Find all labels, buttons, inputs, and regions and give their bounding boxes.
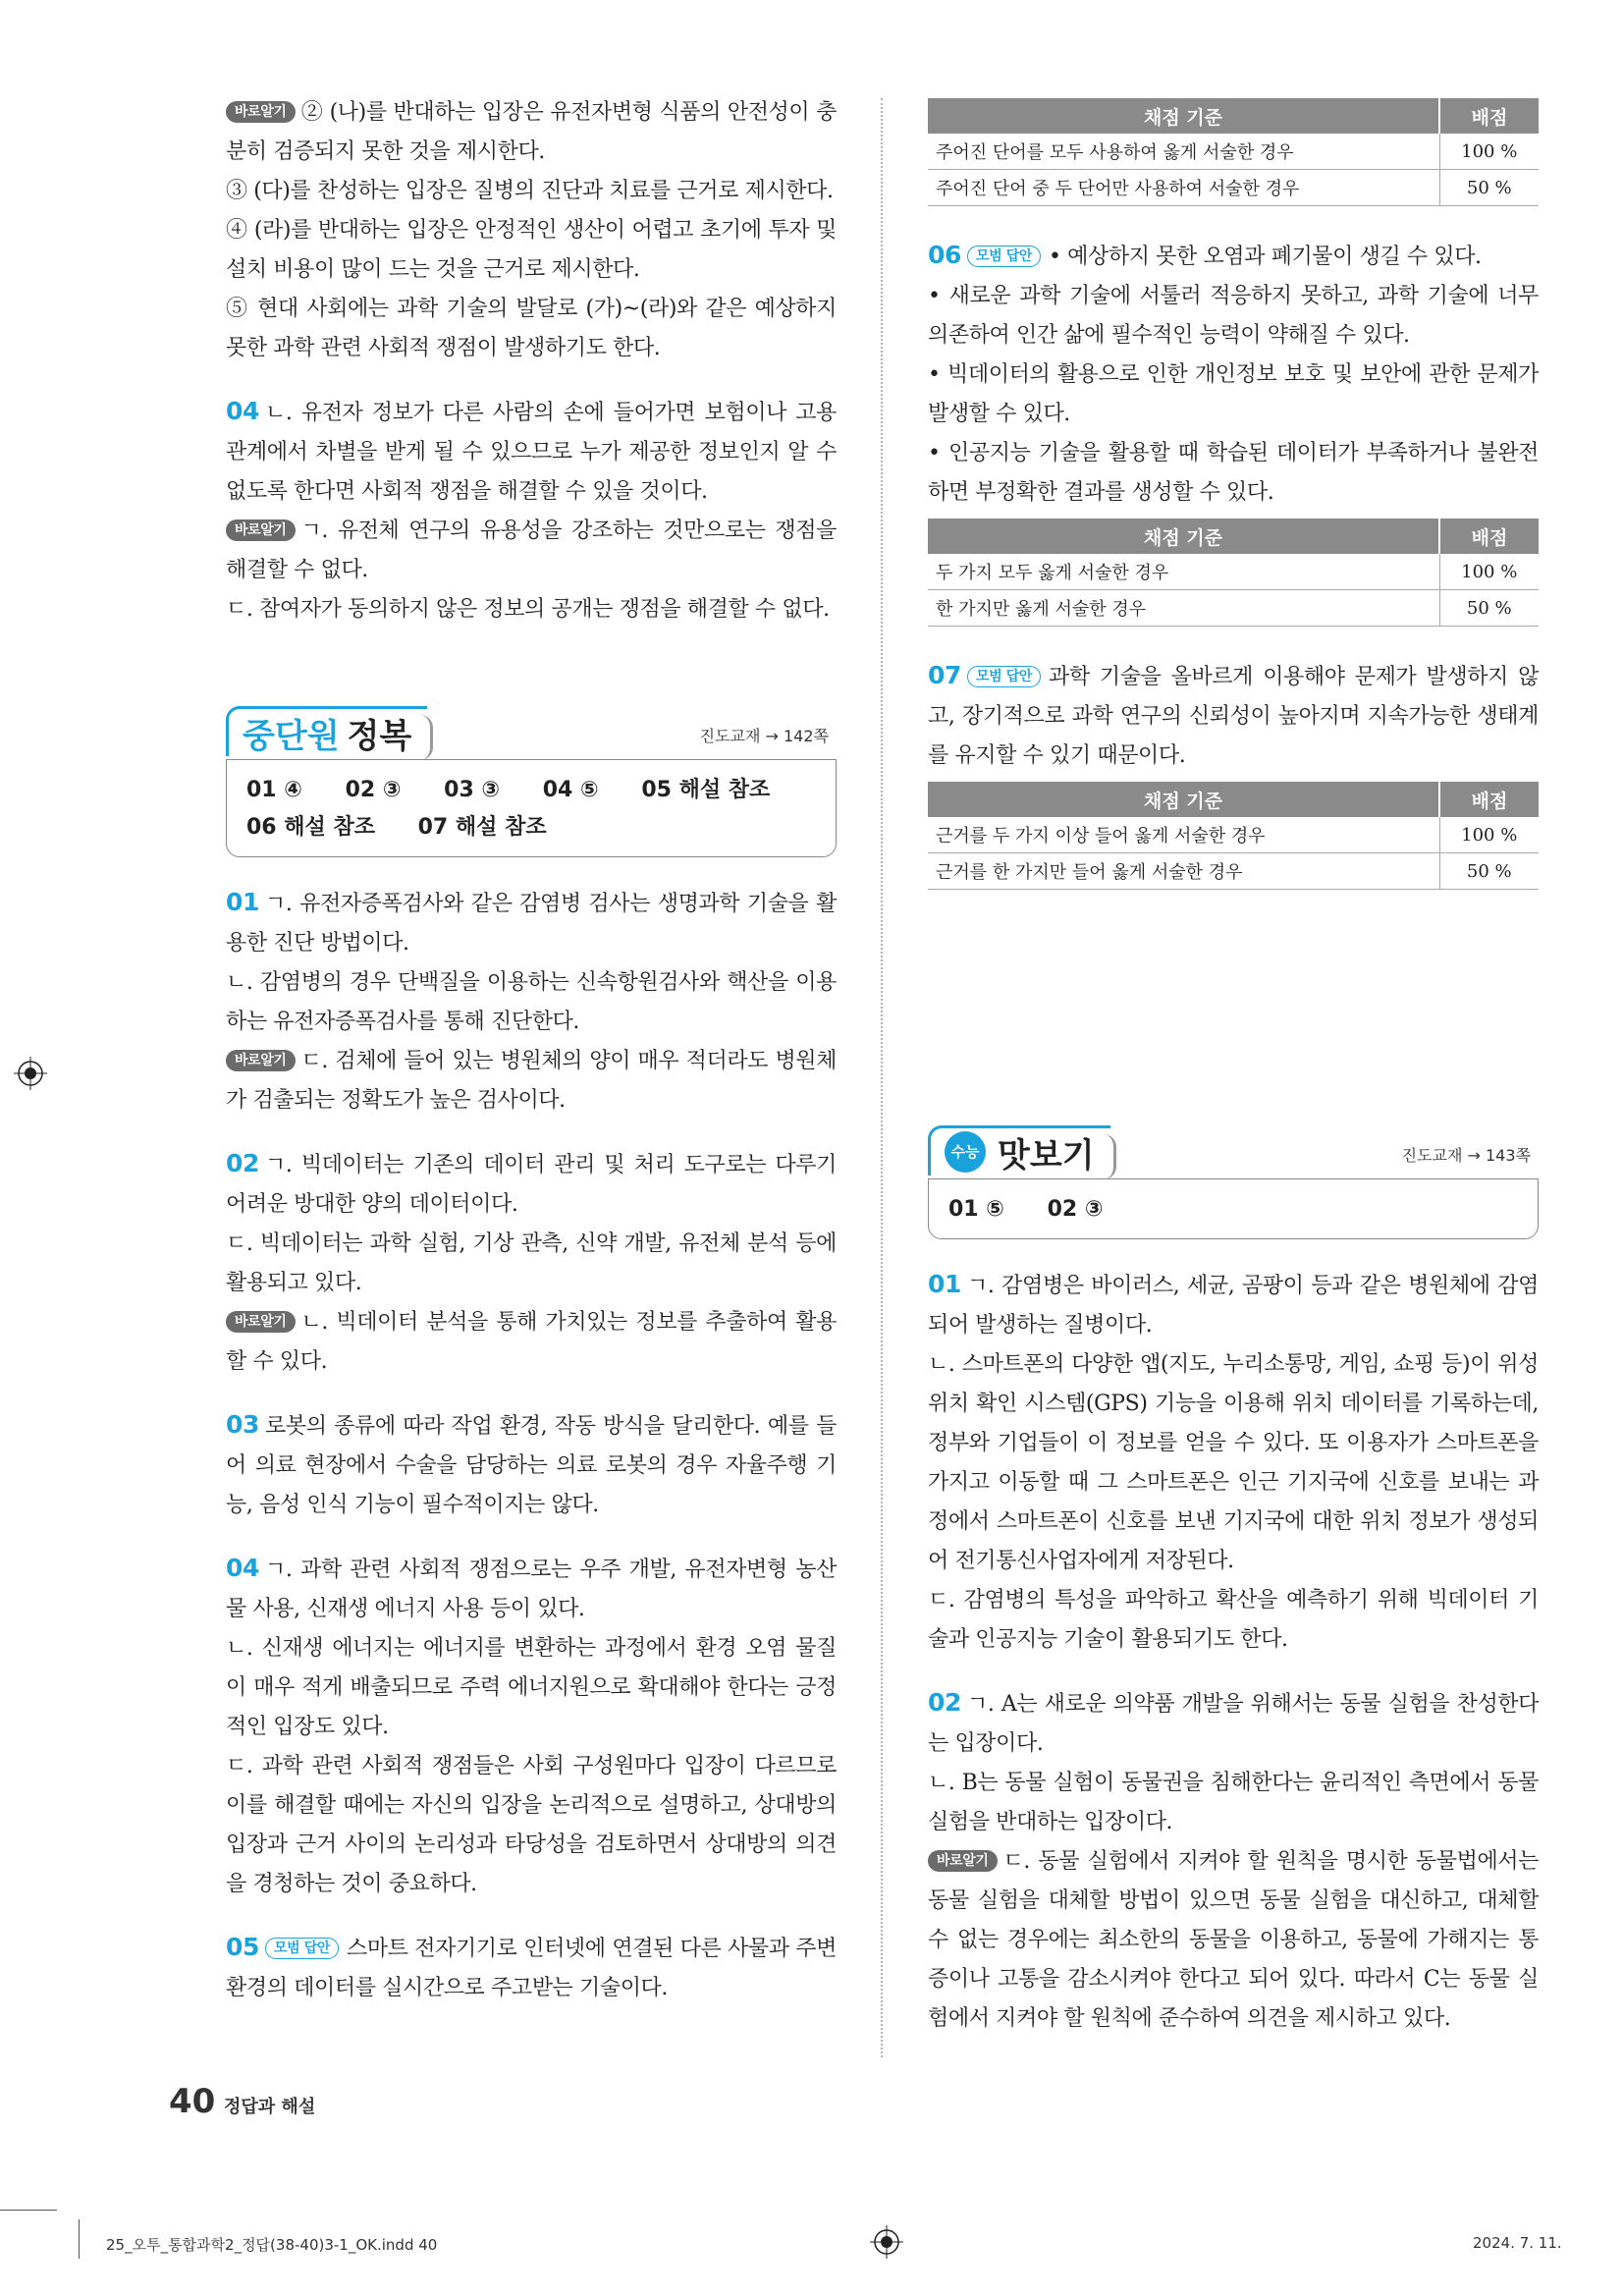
block-intro	[226, 93, 837, 368]
paragraph: 03 로봇의 종류에 따라 작업 환경, 작동 방식을 달리한다. 예를 들어 의료 현장에서 수술을 담당하는 의료 로봇의 경우 자율주행 기능, 음성 인식 기능이 필수적이지는 않다.	[226, 1410, 837, 1517]
correction-badge: 바로알기	[928, 1850, 998, 1872]
print-slug-date: 2024. 7. 11.	[1473, 2234, 1562, 2252]
question-number: 06	[928, 241, 961, 269]
question-number: 03	[226, 1410, 259, 1439]
answer-item: 04 ⑤	[542, 778, 599, 802]
table-cell: 근거를 한 가지만 들어 옳게 서술한 경우	[928, 853, 1439, 890]
crop-mark	[79, 2219, 80, 2259]
paragraph: 01 ㄱ. 감염병은 바이러스, 세균, 곰팡이 등과 같은 병원체에 감염되어 발생하는 질병이다.	[928, 1270, 1539, 1338]
paragraph: 05 모범 답안 스마트 전자기기로 인터넷에 연결된 다른 사물과 주변 환경의 데이터를 실시간으로 주고받는 기술이다.	[226, 1933, 837, 2000]
paragraph: ④ (라)를 반대하는 입장은 안정적인 생산이 어렵고 초기에 투자 및 설치 비용이 많이 드는 것을 근거로 제시한다.	[226, 218, 837, 282]
textbook-page-ref: 진도교재 → 143쪽	[1401, 1146, 1531, 1165]
answer-key-box	[928, 1178, 1539, 1239]
textbook-page-ref: 진도교재 → 142쪽	[699, 727, 829, 745]
answer-02-explanation	[226, 1144, 837, 1382]
paragraph: ③ (다)를 찬성하는 입장은 질병의 진단과 치료를 근거로 제시한다.	[226, 179, 834, 203]
paragraph: 02 ㄱ. A는 새로운 의약품 개발을 위해서는 동물 실험을 찬성한다는 입장이다.	[928, 1688, 1539, 1756]
suneung-icon: 수능	[945, 1131, 986, 1173]
table-row	[928, 817, 1539, 853]
correction-badge: 바로알기	[226, 1311, 296, 1333]
table-cell: 주어진 단어를 모두 사용하여 옳게 서술한 경우	[928, 134, 1439, 170]
paragraph: 바로알기 ㄷ. 동물 실험에서 지켜야 할 원칙을 명시한 동물법에서는 동물 실험을 대체할 방법이 있으면 동물 실험을 대신하고, 대체할 수 없는 경우에는 최소한의 동물을 이용하고, 동물에 가해지는 통증이나 고통을 감소시켜야 한다고 되어 있다. 따라서 C는 동물 실험에서 지켜야 할 원칙에 준수하여 의견을 제시하고 있다.	[928, 1849, 1539, 2031]
answer-item: 03 ③	[444, 778, 501, 802]
table-row	[928, 853, 1539, 890]
paragraph: ㄷ. 참여자가 동의하지 않은 정보의 공개는 쟁점을 해결할 수 없다.	[226, 597, 830, 622]
section-suneung-preview	[928, 1125, 1539, 1239]
table-cell: 50 %	[1439, 590, 1539, 627]
answer-item: 02 ③	[1047, 1197, 1104, 1222]
question-number: 01	[928, 1270, 961, 1298]
suneung-02-explanation	[928, 1683, 1539, 2039]
section-chapter-review	[226, 706, 837, 857]
answer-05-explanation	[226, 1928, 837, 2008]
table-header-row	[928, 782, 1539, 817]
answer-row	[246, 772, 816, 809]
table-row	[928, 554, 1539, 590]
column-header: 채점 기준	[928, 519, 1439, 554]
table-cell: 한 가지만 옳게 서술한 경우	[928, 590, 1439, 627]
registration-mark-icon	[870, 2225, 903, 2259]
paragraph: 07 모범 답안 과학 기술을 올바르게 이용해야 문제가 발생하지 않고, 장기적으로 과학 연구의 신뢰성이 높아지며 지속가능한 생태계를 유지할 수 있기 때문이다.	[928, 661, 1539, 768]
paragraph: ㄷ. 감염병의 특성을 파악하고 확산을 예측하기 위해 빅데이터 기술과 인공지능 기술이 활용되기도 한다.	[928, 1588, 1539, 1652]
section-tab	[928, 1125, 1110, 1175]
table-row	[928, 134, 1539, 170]
column-header: 배점	[1439, 98, 1539, 134]
answer-06-explanation	[928, 236, 1539, 513]
model-answer-badge: 모범 답안	[967, 246, 1041, 267]
right-column	[928, 98, 1539, 2062]
answer-03-explanation	[226, 1405, 837, 1525]
paragraph: 바로알기 ㄷ. 검체에 들어 있는 병원체의 양이 매우 적더라도 병원체가 검출되는 정확도가 높은 검사이다.	[226, 1049, 837, 1113]
correction-badge: 바로알기	[226, 519, 296, 541]
print-slug-file: 25_오투_통합과학2_정답(38-40)3-1_OK.indd 40	[106, 2236, 438, 2254]
paragraph: ⑤ 현대 사회에는 과학 기술의 발달로 (가)~(라)와 같은 예상하지 못한 과학 관련 사회적 쟁점이 발생하기도 한다.	[226, 297, 837, 360]
answer-item: 01 ④	[246, 778, 302, 802]
table-row	[928, 590, 1539, 627]
answer-key-box	[226, 759, 837, 857]
section-header	[928, 1125, 1539, 1178]
question-number: 02	[226, 1149, 259, 1177]
crop-mark	[0, 2210, 57, 2211]
answer-item: 07 해설 참조	[417, 815, 547, 840]
question-number: 04	[226, 397, 259, 425]
paragraph: • 인공지능 기술을 활용할 때 학습된 데이터가 부족하거나 불완전하면 부정확한 결과를 생성할 수 있다.	[928, 441, 1539, 505]
column-header: 배점	[1439, 519, 1539, 554]
correction-badge: 바로알기	[226, 101, 296, 123]
table-header-row	[928, 98, 1539, 134]
question-number: 04	[226, 1554, 259, 1582]
paragraph: 바로알기 ㄴ. 빅데이터 분석을 통해 가치있는 정보를 추출하여 활용할 수 있다.	[226, 1310, 837, 1374]
section-header	[226, 706, 837, 759]
footer-label: 정답과 해설	[224, 2097, 316, 2117]
answer-01-explanation	[226, 883, 837, 1121]
section-tab	[226, 706, 427, 756]
paragraph: ㄴ. 신재생 에너지는 에너지를 변환하는 과정에서 환경 오염 물질이 매우 적게 배출되므로 주력 에너지원으로 확대해야 한다는 긍정적인 입장도 있다.	[226, 1636, 837, 1739]
column-header: 채점 기준	[928, 782, 1439, 817]
section-title: 맛보기	[998, 1135, 1095, 1175]
spacer	[226, 653, 837, 706]
table-cell: 100 %	[1439, 134, 1539, 170]
paragraph: • 새로운 과학 기술에 서툴러 적응하지 못하고, 과학 기술에 너무 의존하여 인간 삶에 필수적인 능력이 약해질 수 있다.	[928, 284, 1539, 348]
answer-item: 05 해설 참조	[641, 778, 771, 802]
scoring-table	[928, 782, 1539, 890]
section-title-sub: 정복	[347, 716, 412, 756]
paragraph: 04 ㄴ. 유전자 정보가 다른 사람의 손에 들어가면 보험이나 고용 관계에서 차별을 받게 될 수 있으므로 누가 제공한 정보인지 알 수 없도록 한다면 사회적 쟁점을 해결할 수 있을 것이다.	[226, 397, 837, 504]
page-number: 40	[169, 2082, 216, 2121]
table-cell: 100 %	[1439, 817, 1539, 853]
paragraph: ㄴ. B는 동물 실험이 동물권을 침해한다는 윤리적인 측면에서 동물 실험을 반대하는 입장이다.	[928, 1771, 1539, 1834]
question-number: 07	[928, 661, 961, 689]
column-header: 배점	[1439, 782, 1539, 817]
paragraph: ㄴ. 감염병의 경우 단백질을 이용하는 신속항원검사와 핵산을 이용하는 유전자증폭검사를 통해 진단한다.	[226, 970, 837, 1034]
table-cell: 근거를 두 가지 이상 들어 옳게 서술한 경우	[928, 817, 1439, 853]
scoring-table	[928, 519, 1539, 627]
table-cell: 100 %	[1439, 554, 1539, 590]
column-divider	[881, 98, 883, 2057]
table-cell: 50 %	[1439, 853, 1539, 890]
table-cell: 두 가지 모두 옳게 서술한 경우	[928, 554, 1439, 590]
model-answer-badge: 모범 답안	[265, 1938, 339, 1959]
paragraph: ㄴ. 스마트폰의 다양한 앱(지도, 누리소통망, 게임, 쇼핑 등)이 위성 위치 확인 시스템(GPS) 기능을 이용해 위치 데이터를 기록하는데, 정부와 기업들이 이 정보를 얻을 수 있다. 또 이용자가 스마트폰을 가지고 이동할 때 그 스마트폰은 인근 기지국에 신호를 보내는 과정에서 스마트폰이 신호를 보낸 기지국에 대한 위치 정보가 생성되어 전기통신사업자에게 저장된다.	[928, 1352, 1539, 1573]
paragraph: 04 ㄱ. 과학 관련 사회적 쟁점으로는 우주 개발, 유전자변형 농산물 사용, 신재생 에너지 사용 등이 있다.	[226, 1554, 837, 1621]
paragraph: 06 모범 답안 • 예상하지 못한 오염과 폐기물이 생길 수 있다.	[928, 241, 1482, 269]
answer-item: 02 ③	[345, 778, 402, 802]
section-title-main: 중단원	[243, 716, 340, 756]
paragraph: 바로알기 ② (나)를 반대하는 입장은 유전자변형 식품의 안전성이 충분히 검증되지 못한 것을 제시한다.	[226, 100, 837, 164]
answer-07-explanation	[928, 656, 1539, 776]
column-header: 채점 기준	[928, 98, 1439, 134]
answer-item: 01 ⑤	[948, 1197, 1004, 1222]
paragraph: ㄷ. 과학 관련 사회적 쟁점들은 사회 구성원마다 입장이 다르므로 이를 해결할 때에는 자신의 입장을 논리적으로 설명하고, 상대방의 입장과 근거 사이의 논리성과 타당성을 검토하면서 상대방의 의견을 경청하는 것이 중요하다.	[226, 1754, 837, 1896]
paragraph: • 빅데이터의 활용으로 인한 개인정보 보호 및 보안에 관한 문제가 발생할 수 있다.	[928, 362, 1539, 426]
table-cell: 50 %	[1439, 170, 1539, 206]
suneung-01-explanation	[928, 1265, 1539, 1660]
table-header-row	[928, 519, 1539, 554]
paragraph: 01 ㄱ. 유전자증폭검사와 같은 감염병 검사는 생명과학 기술을 활용한 진단 방법이다.	[226, 888, 837, 956]
spacer	[928, 919, 1539, 1125]
table-row	[928, 170, 1539, 206]
question-number: 05	[226, 1933, 259, 1961]
left-column	[226, 93, 837, 2032]
answer-04-detail	[226, 1549, 837, 1904]
question-number: 01	[226, 888, 259, 916]
scoring-table	[928, 98, 1539, 206]
answer-04-explanation	[226, 392, 837, 629]
model-answer-badge: 모범 답안	[967, 666, 1041, 687]
correction-badge: 바로알기	[226, 1050, 296, 1071]
registration-mark-icon	[14, 1057, 47, 1090]
paragraph: ㄷ. 빅데이터는 과학 실험, 기상 관측, 신약 개발, 유전체 분석 등에 활용되고 있다.	[226, 1231, 837, 1295]
answer-row	[246, 809, 816, 847]
paragraph: 바로알기 ㄱ. 유전체 연구의 유용성을 강조하는 것만으로는 쟁점을 해결할 수 없다.	[226, 519, 837, 582]
table-cell: 주어진 단어 중 두 단어만 사용하여 서술한 경우	[928, 170, 1439, 206]
answer-item: 06 해설 참조	[246, 815, 375, 840]
paragraph: 02 ㄱ. 빅데이터는 기존의 데이터 관리 및 처리 도구로는 다루기 어려운 방대한 양의 데이터이다.	[226, 1149, 837, 1217]
question-number: 02	[928, 1688, 961, 1717]
